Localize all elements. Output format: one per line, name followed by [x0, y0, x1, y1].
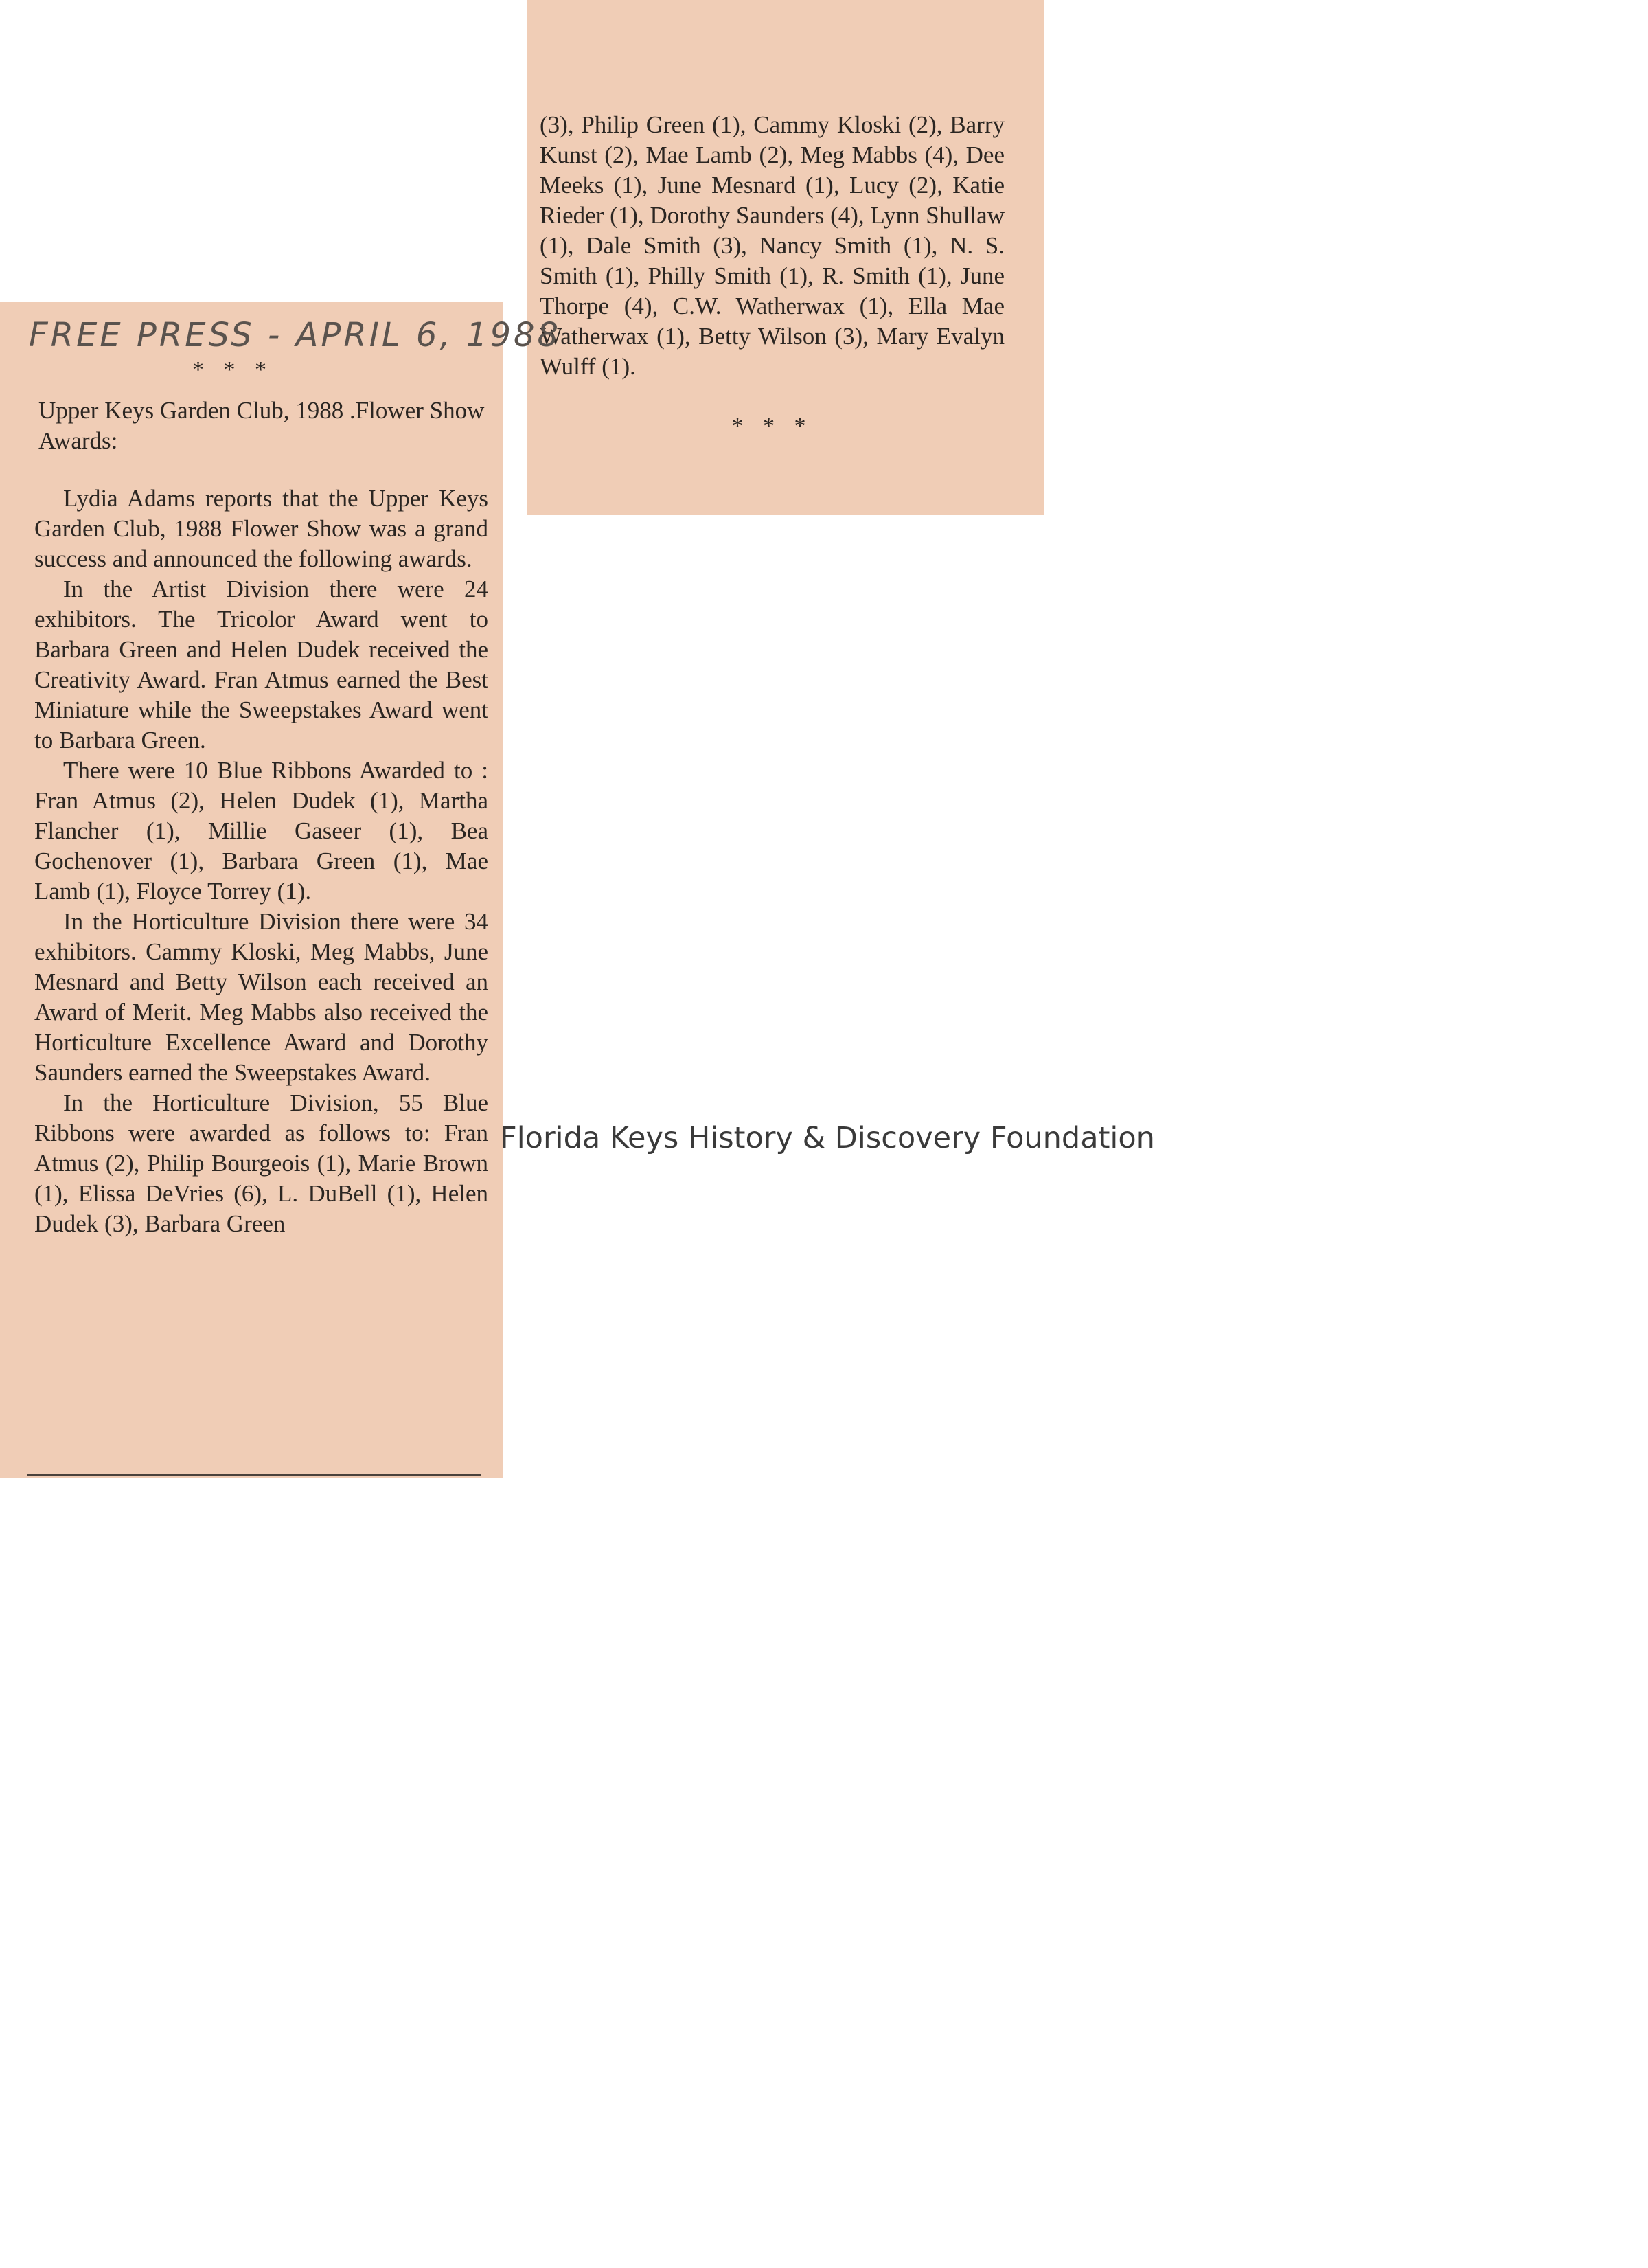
newspaper-clipping-main [0, 302, 562, 1478]
article-body [34, 484, 488, 1239]
continuation-text: (3), Philip Green (1), Cammy Kloski (2), Barry Kunst (2), Mae Lamb (2), Meg Mabbs (4), Dee Meeks (1), June Mesnard (1), Lucy (2), Katie Rieder (1), Dorothy Saunders (4), Lynn Shullaw (1), Dale Smith (3), Nancy Smith (1), N. S. Smith (1), Philly Smith (1), R. Smith (1), June Thorpe (4), C.W. Watherwax (1), Ella Mae Watherwax (1), Betty Wilson (3), Mary Evalyn Wulff (1). [540, 111, 1005, 380]
article-paragraph: In the Artist Division there were 24 exhibitors. The Tricolor Award went to Barbara Green and Helen Dudek received the Creativity Award. Fran Atmus earned the Best Miniature while the Sweepstakes Award went to Barbara Green. [34, 576, 488, 753]
section-stars-bottom: * * * [731, 413, 813, 439]
archive-watermark: Florida Keys History & Discovery Foundation [500, 1121, 1155, 1155]
clipping-bottom-rule [27, 1474, 481, 1476]
handwritten-source-note: FREE PRESS - APRIL 6, 1988 [29, 316, 562, 354]
article-headline: Upper Keys Garden Club, 1988 .Flower Show Awards: [38, 397, 485, 454]
newspaper-clipping-continuation [527, 0, 1044, 515]
article-paragraph: Lydia Adams reports that the Upper Keys Garden Club, 1988 Flower Show was a grand success and announced the following awards. [34, 485, 488, 572]
article-paragraph: In the Horticulture Division, 55 Blue Ribbons were awarded as follows to: Fran Atmus (2), Philip Bourgeois (1), Marie Brown (1), Elissa DeVries (6), L. DuBell (1), Helen Dudek (3), Barbara Green [34, 1089, 488, 1237]
section-stars-top: * * * [192, 357, 273, 383]
article-paragraph: In the Horticulture Division there were 34 exhibitors. Cammy Kloski, Meg Mabbs, June Mesnard and Betty Wilson each received an Award of Merit. Meg Mabbs also received the Horticulture Excellence Award and Dorothy Saunders earned the Sweepstakes Award. [34, 908, 488, 1086]
article-paragraph: There were 10 Blue Ribbons Awarded to : Fran Atmus (2), Helen Dudek (1), Martha Flancher (1), Millie Gaseer (1), Bea Gochenover (1), Barbara Green (1), Mae Lamb (1), Floyce Torrey (1). [34, 757, 488, 905]
